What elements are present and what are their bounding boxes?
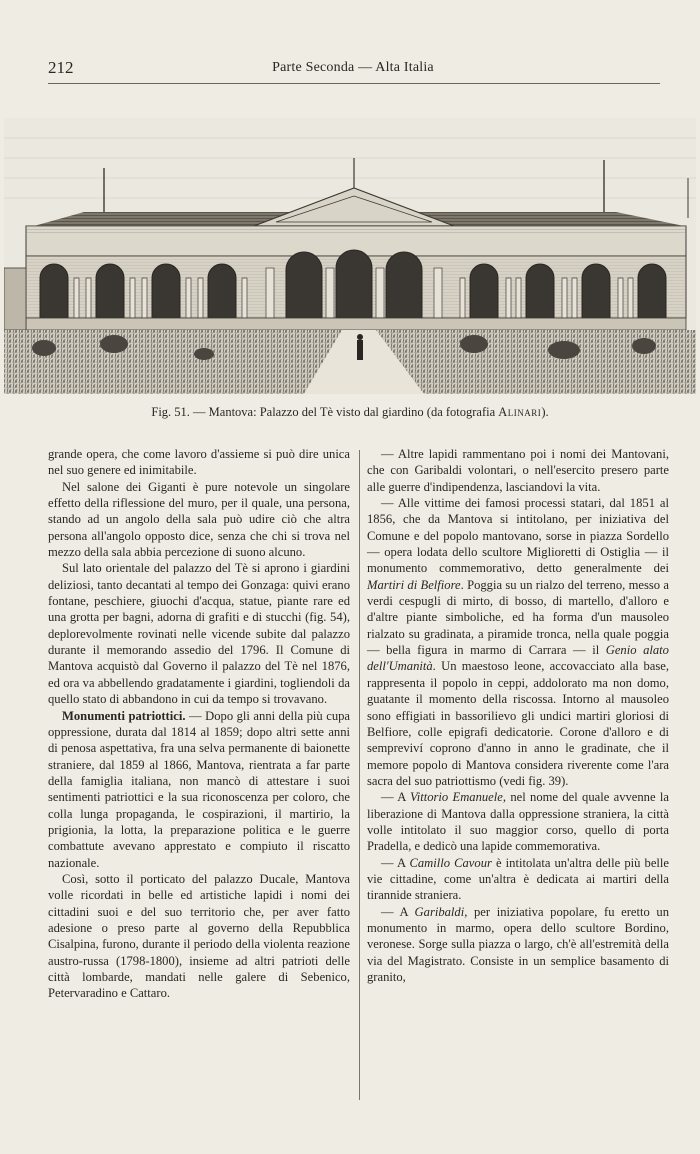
left-column bbox=[48, 446, 350, 1002]
text: , nel nome del quale avvenne la liberazione di Mantova dalla oppressione straniera, la città volle intitolato il suo maggior corso, quello di porta Pradella, e dedicò una lapide commemorativa. bbox=[367, 790, 669, 854]
paragraph-garibaldi bbox=[367, 904, 669, 986]
italic-text: Vittorio Emanuele bbox=[409, 790, 503, 805]
caption-credit: Alinari bbox=[498, 405, 542, 419]
page-header bbox=[48, 58, 658, 80]
section-heading: Monumenti patriottici. bbox=[62, 708, 186, 723]
paragraph: Sul lato orientale del palazzo del Tè si aprono i giardini deliziosi, tanto decantati al tempo dei Gonzaga: quivi erano fontane, peschiere, giuochi d'acqua, statue, piante rare ed una grotta per bagni, adorna di grafiti e di stucchi (fig. 54), deplorevolmente rovinati nelle vicende subite dal palazzo durante il memorando assedio del 1796. Il Comune di Mantova acquistò dal Governo il palazzo del Tè nel 1876, ed ora va abbellendo gradatamente i giardini, togliendoli da quello stato di abbandono in cui da tempo si trovavano. bbox=[48, 561, 350, 707]
paragraph-vittorio bbox=[367, 789, 669, 854]
text: è intitolata un'altra delle più belle vie cittadine, come un'altra è dedicata ai martiri della tirannide straniera. bbox=[367, 855, 669, 903]
text: — Alle vittime dei famosi processi statari, dal 1851 al 1856, che da Mantova si intitolano, per iniziativa del Comune e del popolo mantovano, sorse in piazza Sordello — opera lodata dello scultore Miglioretti di Ostiglia — il monumento commemorativo, detto generalmente dei bbox=[367, 496, 669, 576]
paragraph-body: — Dopo gli anni della più cupa oppressione, durata dal 1814 al 1859; dopo altri sette anni di penosa aspettativa, fra una selva permanente di baionette straniere, dal 1859 al 1866, Mantova, rientrata a far parte della famiglia italiana, non mancò di attestare i suoi sentimenti patriottici e la sua riconoscenza per coloro, che colla lunga propaganda, le cospirazioni, il martirio, la prigionia, la lotta, la preparazione politica e le guerre combattute avevano apprestato e compiuto il riscatto nazionale. bbox=[48, 708, 351, 870]
text: — A bbox=[381, 790, 410, 805]
italic-text: Camillo Cavour bbox=[409, 855, 492, 870]
text: — A bbox=[381, 904, 415, 919]
paragraph: Nel salone dei Giganti è pure notevole un singolare effetto della riflessione del muro, per il quale, una persona, stando ad un angolo della sala può udire ciò che altra persona all'angolo opposto dice, senza che chi si trova nel mezzo della sala abbia percezione di suono alcuno. bbox=[48, 479, 350, 560]
italic-text: Martiri di Belfiore bbox=[367, 577, 461, 592]
page-number: 212 bbox=[48, 58, 74, 77]
text: . Poggia su un rialzo del terreno, messo a verdi cespugli di mirto, di bosso, di martello, d'alloro e d'altre piante simboliche, ed ha forma d'un mausoleo rialzato su gradinata, a piramide tronca, nella quale poggia — bella figura in marmo di Carrara — il bbox=[367, 577, 670, 658]
text: . Un maestoso leone, accovacciato alla base, rappresenta il popolo in ceppi, addolorato ma non domo, guatante il momento della riscossa. Intorno al mausoleo sono effigiati in bassorilievo gli undici martiri gloriosi di Belfiore, colle epigrafi dedicatorie. Corone d'alloro e di sempreviví coprono d'anno in anno le gradinate, che il memore popolo di Mantova considera riverente come l'ara sacra del suo patriottismo (vedi fig. 39). bbox=[367, 659, 669, 788]
figure-caption bbox=[0, 405, 700, 420]
header-rule bbox=[48, 83, 660, 84]
italic-text: Genio alato dell'Umanità bbox=[367, 643, 669, 674]
italic-text: Garibaldi bbox=[414, 904, 465, 919]
caption-end: ). bbox=[541, 405, 549, 419]
paragraph: — Altre lapidi rammentano poi i nomi dei Mantovani, che con Garibaldi volontari, o nell'esercito presero parte alle guerre d'indipendenza, lasciandovi la vita. bbox=[367, 447, 669, 494]
paragraph-monumenti bbox=[48, 708, 350, 871]
paragraph-cavour bbox=[367, 855, 669, 904]
paragraph: grande opera, che come lavoro d'assieme si può dire unica nel suo genere ed inimitabile. bbox=[48, 447, 350, 478]
column-divider bbox=[359, 450, 360, 1100]
paragraph: Così, sotto il porticato del palazzo Ducale, Mantova volle ricordati in belle ed artistiche lapidi i nomi dei cittadini suoi e del suo territorio che, per aver fatto adesione o preso parte al governo della Repubblica Cisalpina, furono, durante il periodo della violenta reazione austro-russa (1798-1800), insieme ad altri patrioti delle città lombarde, mandati nelle galere di Sebenico, Petervaradino e Cattaro. bbox=[48, 871, 350, 1001]
paragraph-martiri bbox=[367, 495, 669, 789]
palazzo-te-engraving bbox=[4, 118, 696, 394]
caption-text: Fig. 51. — Mantova: Palazzo del Tè visto dal giardino (da fotografia bbox=[151, 405, 499, 419]
right-column bbox=[367, 446, 669, 985]
text: — A bbox=[381, 855, 410, 870]
running-title: Parte Seconda — Alta Italia bbox=[272, 60, 434, 75]
text: , per iniziativa popolare, fu eretto un monumento in marmo, opera dello scultore Bordino, veronese. Sorge sulla piazza o largo, ch'è all'estremità della via del Magistrato. Consiste in un semplice basamento di granito, bbox=[367, 904, 669, 984]
